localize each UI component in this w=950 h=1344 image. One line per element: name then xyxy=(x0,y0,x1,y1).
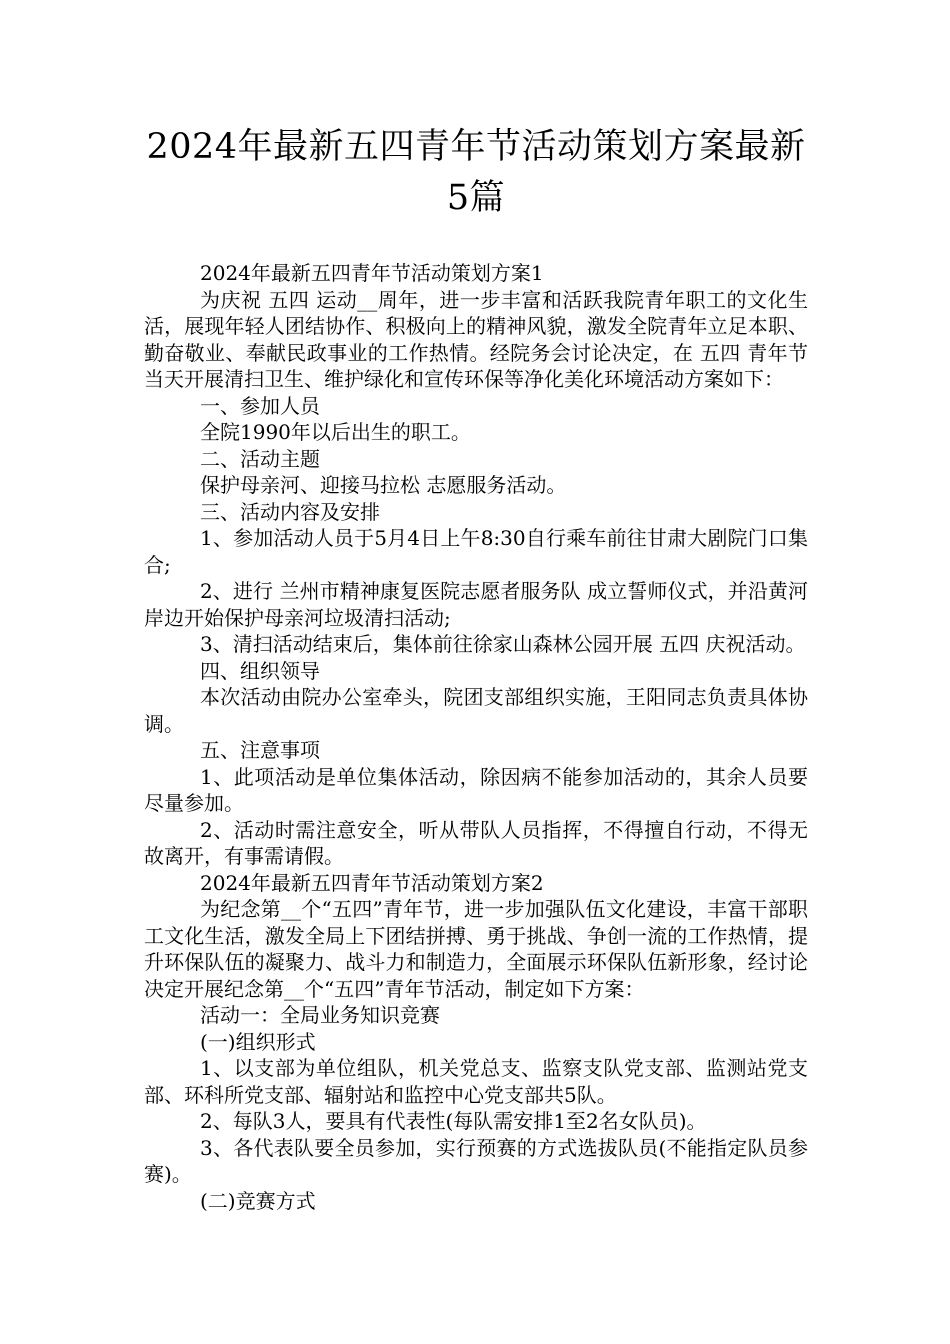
list-item: 2、活动时需注意安全，听从带队人员指挥，不得擅自行动，不得无故离开，有事需请假。 xyxy=(144,817,808,868)
section-heading: 活动一：全局业务知识竞赛 xyxy=(200,1003,440,1027)
section-heading: 二、活动主题 xyxy=(200,446,320,471)
section-heading: (二)竞赛方式 xyxy=(200,1188,316,1213)
body-paragraph: 本次活动由院办公室牵头，院团支部组织实施，王阳同志负责具体协调。 xyxy=(144,685,808,736)
body-paragraph: 为纪念第__个“五四”青年节，进一步加强队伍文化建设，丰富干部职工文化生活，激发全局上下团结拼搏、勇于挑战、争创一流的工作热情，提升环保队伍的凝聚力、战斗力和制造力，全面展示环保队伍新形象，经讨论决定开展纪念第__个“五四”青年节活动，制定如下方案： xyxy=(144,897,808,1001)
body-paragraph: 为庆祝 五四 运动__周年，进一步丰富和活跃我院青年职工的文化生活，展现年轻人团结协作、积极向上的精神风貌，激发全院青年立足本职、勤奋敬业、奉献民政事业的工作热情。经院务会讨论决定，在 五四 青年节当天开展清扫卫生、维护绿化和宣传环保等净化美化环境活动方案如下： xyxy=(144,287,808,391)
document-title-line1: 2024年最新五四青年节活动策划方案最新 xyxy=(146,127,806,167)
section-heading: 五、注意事项 xyxy=(200,738,320,762)
section-heading-plan-1: 2024年最新五四青年节活动策划方案1 xyxy=(200,261,544,285)
section-heading: 一、参加人员 xyxy=(200,393,320,418)
document-page xyxy=(144,122,808,1214)
body-paragraph: 保护母亲河、迎接马拉松 志愿服务活动。 xyxy=(200,473,567,497)
list-item: 2、每队3人，要具有代表性(每队需安排1至2名女队员)。 xyxy=(200,1109,707,1133)
document-title-line2: 5篇 xyxy=(446,178,506,218)
list-item: 1、参加活动人员于5月4日上午8:30自行乘车前往甘肃大剧院门口集合; xyxy=(144,526,808,577)
section-heading-plan-2: 2024年最新五四青年节活动策划方案2 xyxy=(200,870,544,895)
list-item: 1、此项活动是单位集体活动，除因病不能参加活动的，其余人员要尽量参加。 xyxy=(144,764,808,815)
list-item: 2、进行 兰州市精神康复医院志愿者服务队 成立誓师仪式，并沿黄河岸边开始保护母亲河垃圾清扫活动; xyxy=(144,579,808,630)
list-item: 3、各代表队要全员参加，实行预赛的方式选拔队员(不能指定队员参赛)。 xyxy=(144,1135,808,1186)
body-paragraph: 全院1990年以后出生的职工。 xyxy=(200,420,471,444)
list-item: 1、以支部为单位组队，机关党总支、监察支队党支部、监测站党支部、环科所党支部、辐射站和监控中心党支部共5队。 xyxy=(144,1056,808,1107)
section-heading: 四、组织领导 xyxy=(200,658,320,683)
section-heading: 三、活动内容及安排 xyxy=(200,499,380,524)
document-title xyxy=(144,122,808,224)
document-body xyxy=(144,260,808,1214)
list-item: 3、清扫活动结束后，集体前往徐家山森林公园开展 五四 庆祝活动。 xyxy=(200,632,806,656)
section-heading: (一)组织形式 xyxy=(200,1029,316,1054)
